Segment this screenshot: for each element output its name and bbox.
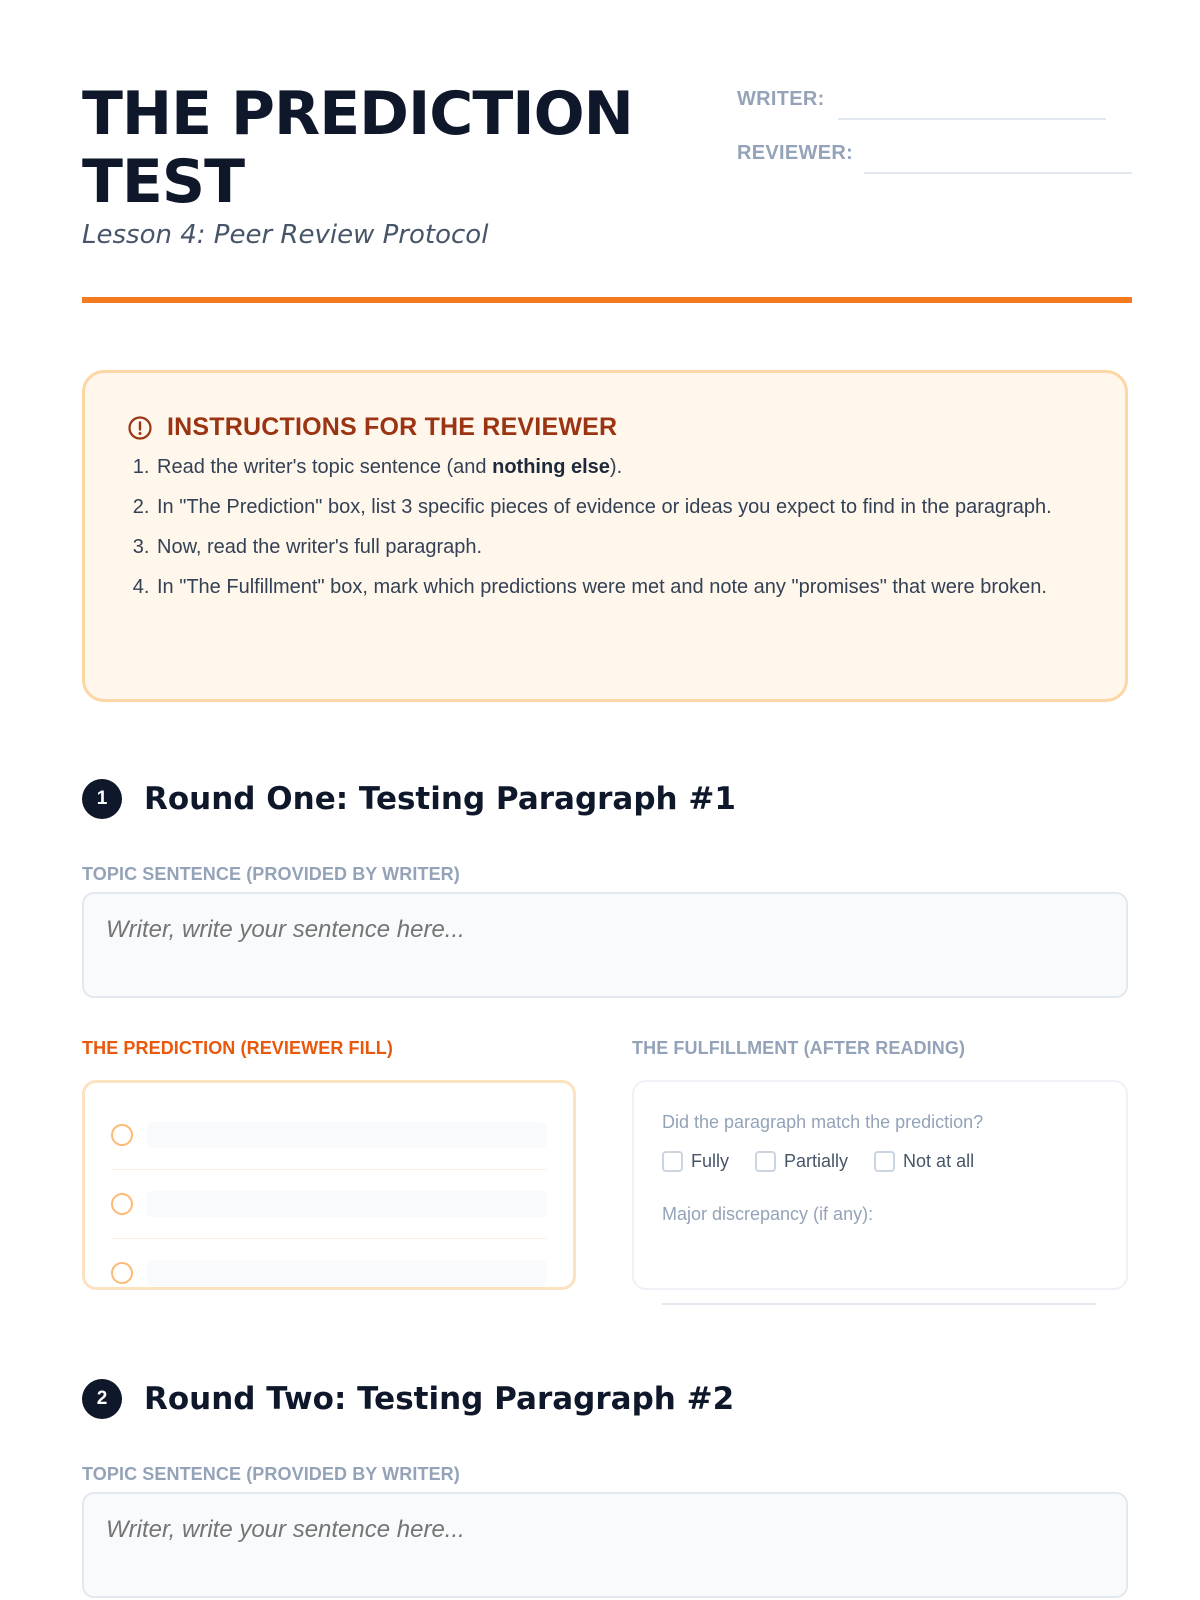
writer-row: [737, 84, 1132, 138]
option-not-at-all[interactable]: [874, 1151, 974, 1172]
round-two-number-badge: 2: [82, 1379, 122, 1419]
option-not-at-all-label: Not at all: [903, 1151, 975, 1171]
instructions-header: [127, 413, 1085, 442]
checkbox-not-at-all[interactable]: [874, 1151, 895, 1172]
instruction-step-4: 4. In "The Fulfillment" box, mark which predictions were met and note any "promises" that were broken.: [155, 574, 1085, 601]
round-one-topic-label: TOPIC SENTENCE (PROVIDED BY WRITER): [82, 864, 460, 884]
prediction-bullet-icon: [111, 1124, 133, 1146]
option-partially[interactable]: [755, 1151, 848, 1172]
round-two-topic-input[interactable]: [82, 1492, 1128, 1598]
fulfillment-label: THE FULFILLMENT (AFTER READING): [632, 1038, 966, 1058]
option-partially-label: Partially: [784, 1151, 849, 1171]
alert-circle-icon: [127, 415, 153, 441]
fulfillment-question: Did the paragraph match the prediction?: [662, 1112, 984, 1132]
match-options: [662, 1151, 1098, 1172]
prediction-row: [111, 1170, 547, 1239]
prediction-row: [111, 1101, 547, 1170]
page-subtitle: Lesson 4: Peer Review Protocol: [82, 220, 489, 250]
instructions-list: [127, 454, 1085, 601]
discrepancy-field[interactable]: [662, 1303, 1096, 1305]
instruction-step-2: 2. In "The Prediction" box, list 3 specific pieces of evidence or ideas you expect to find in the paragraph.: [155, 494, 1085, 521]
writer-label: WRITER:: [737, 88, 825, 110]
signoff-fields: [737, 84, 1132, 192]
prediction-bullet-icon: [111, 1262, 133, 1284]
round-one-number-badge: 1: [82, 779, 122, 819]
fulfillment-box: [632, 1080, 1128, 1290]
instructions-title: INSTRUCTIONS FOR THE REVIEWER: [167, 413, 618, 441]
instruction-step-1-end: ).: [609, 456, 623, 478]
reviewer-row: [737, 138, 1132, 192]
prediction-input-1[interactable]: [147, 1122, 547, 1148]
reviewer-name-field[interactable]: [864, 172, 1132, 174]
prediction-input-3[interactable]: [147, 1260, 547, 1286]
instruction-step-1-text: Read the writer's topic sentence (and: [157, 456, 493, 478]
round-two-topic-label: TOPIC SENTENCE (PROVIDED BY WRITER): [82, 1464, 460, 1484]
round-two-title: Round Two: Testing Paragraph #2: [144, 1381, 735, 1417]
checkbox-partially[interactable]: [755, 1151, 776, 1172]
writer-name-field[interactable]: [838, 118, 1106, 120]
discrepancy-label: Major discrepancy (if any):: [662, 1204, 874, 1224]
instruction-step-3: 3. Now, read the writer's full paragraph.: [155, 534, 1085, 561]
option-fully[interactable]: [662, 1151, 729, 1172]
instruction-step-1: [155, 454, 1085, 481]
prediction-box: [82, 1080, 576, 1290]
prediction-row: [111, 1239, 547, 1307]
prediction-bullet-icon: [111, 1193, 133, 1215]
option-fully-label: Fully: [691, 1151, 730, 1171]
round-one-title: Round One: Testing Paragraph #1: [144, 781, 736, 817]
round-one-header: [82, 779, 736, 819]
round-two-header: [82, 1379, 734, 1419]
prediction-label: THE PREDICTION (REVIEWER FILL): [82, 1038, 393, 1058]
accent-divider: [82, 297, 1132, 303]
checkbox-fully[interactable]: [662, 1151, 683, 1172]
round-one-topic-input[interactable]: [82, 892, 1128, 998]
instruction-step-1-emphasis: nothing else: [492, 456, 610, 478]
prediction-input-2[interactable]: [147, 1191, 547, 1217]
reviewer-label: REVIEWER:: [737, 142, 854, 164]
instructions-panel: [82, 370, 1128, 702]
header: [82, 80, 1132, 300]
page-title: THE PREDICTION TEST: [82, 79, 633, 217]
